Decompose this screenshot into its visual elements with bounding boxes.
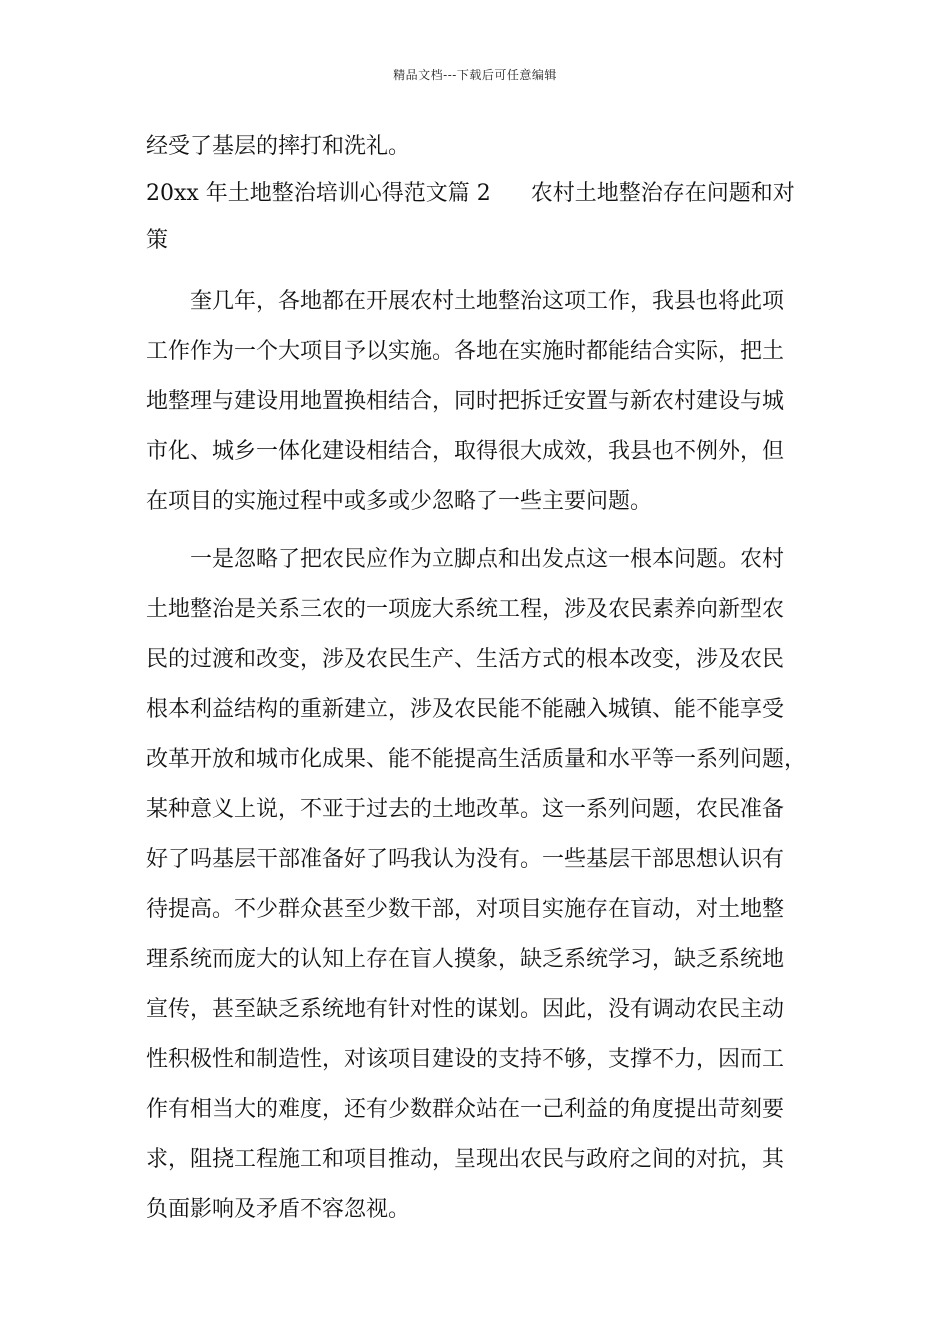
paragraph-1 bbox=[146, 277, 806, 527]
paragraph-line: 土地整治是关系三农的一项庞大系统工程，涉及农民素养向新型农 bbox=[146, 597, 785, 622]
paragraph-line: 在项目的实施过程中或多或少忽略了一些主要问题。 bbox=[146, 489, 653, 514]
paragraph-line: 好了吗基层干部准备好了吗我认为没有。一些基层干部思想认识有 bbox=[146, 847, 785, 872]
paragraph-2 bbox=[146, 535, 806, 1235]
paragraph-line: 待提高。不少群众甚至少数干部，对项目实施存在盲动，对土地整 bbox=[146, 897, 785, 922]
paragraph-line: 宣传，甚至缺乏系统地有针对性的谋划。因此，没有调动农民主动 bbox=[146, 997, 785, 1022]
section-title-part2: 农村土地整治存在问题和对 bbox=[530, 181, 795, 206]
paragraph-line: 某种意义上说，不亚于过去的土地改革。这一系列问题，农民准备 bbox=[146, 797, 785, 822]
paragraph-line: 性积极性和制造性，对该项目建设的支持不够，支撑不力，因而工 bbox=[146, 1047, 785, 1072]
document-body bbox=[146, 125, 806, 1235]
opening-line: 经受了基层的摔打和洗礼。 bbox=[146, 134, 411, 159]
paragraph-line: 作有相当大的难度，还有少数群众站在一己利益的角度提出苛刻要 bbox=[146, 1097, 785, 1122]
paragraph-line: 理系统而庞大的认知上存在盲人摸象，缺乏系统学习，缺乏系统地 bbox=[146, 947, 785, 972]
paragraph-line: 民的过渡和改变，涉及农民生产、生活方式的根本改变，涉及农民 bbox=[146, 647, 785, 672]
paragraph-line: 改革开放和城市化成果、能不能提高生活质量和水平等一系列问题， bbox=[146, 747, 807, 772]
paragraph-line: 一是忽略了把农民应作为立脚点和出发点这一根本问题。农村 bbox=[190, 547, 785, 572]
paragraph-line: 地整理与建设用地置换相结合，同时把拆迁安置与新农村建设与城 bbox=[146, 389, 785, 414]
paragraph-line: 求，阻挠工程施工和项目推动，呈现出农民与政府之间的对抗，其 bbox=[146, 1147, 785, 1172]
paragraph-line: 负面影响及矛盾不容忽视。 bbox=[146, 1197, 411, 1222]
page-header: 精品文档---下载后可任意编辑 bbox=[393, 68, 557, 82]
paragraph-line: 市化、城乡一体化建设相结合，取得很大成效，我县也不例外，但 bbox=[146, 439, 785, 464]
section-title-part1: 20xx 年土地整治培训心得范文篇 2 bbox=[146, 181, 491, 206]
section-title bbox=[146, 169, 806, 219]
section-title-continuation: 策 bbox=[146, 228, 169, 253]
paragraph-line: 奎几年，各地都在开展农村土地整治这项工作，我县也将此项 bbox=[190, 289, 785, 314]
paragraph-line: 工作作为一个大项目予以实施。各地在实施时都能结合实际，把土 bbox=[146, 339, 785, 364]
paragraph-line: 根本利益结构的重新建立，涉及农民能不能融入城镇、能不能享受 bbox=[146, 697, 785, 722]
